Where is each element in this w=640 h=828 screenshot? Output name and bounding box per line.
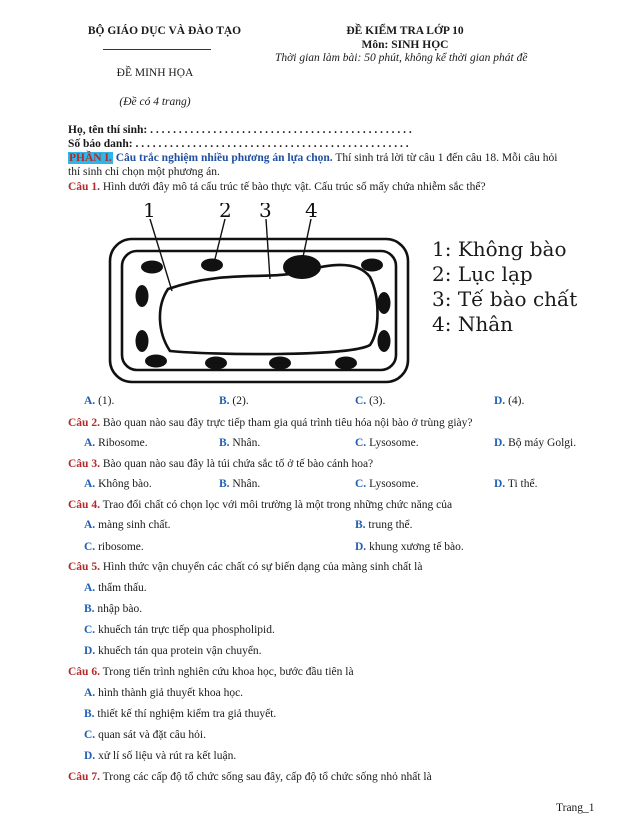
- diagram-number-3: 3: [259, 203, 272, 222]
- chloroplast: [269, 357, 291, 370]
- part1-label: PHẦN I.: [69, 152, 112, 164]
- q1-option-a[interactable]: A. (1).: [84, 395, 115, 407]
- student-id-dots: . . . . . . . . . . . . . . . . . . . . . . . . . . . . . . . . . . . . . . . . . . . . . . . .: [132, 138, 409, 150]
- student-name-label: Họ, tên thí sinh:: [68, 124, 148, 136]
- question-6: Câu 6. Trong tiến trình nghiên cứu khoa học, bước đầu tiên là: [68, 666, 354, 678]
- q3-option-d[interactable]: D. Ti thể.: [494, 478, 538, 490]
- q1-option-c[interactable]: C. (3).: [355, 395, 386, 407]
- header-divider: [103, 49, 211, 50]
- plant-cell-diagram: [100, 203, 430, 388]
- q5-option-a[interactable]: A. thẩm thấu.: [84, 582, 147, 594]
- pointer-line-3: [266, 219, 270, 279]
- part1-title: Câu trắc nghiệm nhiều phương án lựa chọn.: [112, 152, 333, 164]
- question-4: Câu 4. Trao đổi chất có chọn lọc với môi trường là một trong những chức năng của: [68, 499, 453, 511]
- q4-option-b[interactable]: B. trung thể.: [355, 519, 413, 531]
- q3-option-c[interactable]: C. Lysosome.: [355, 478, 419, 490]
- q2-option-a[interactable]: A. Ribosome.: [84, 437, 148, 449]
- student-id-line: [68, 138, 409, 150]
- vacuole: [160, 265, 378, 354]
- q2-option-d[interactable]: D. Bộ máy Golgi.: [494, 437, 577, 449]
- q6-option-b[interactable]: B. thiết kế thí nghiệm kiểm tra giả thuyết.: [84, 708, 277, 720]
- ministry-title: BỘ GIÁO DỤC VÀ ĐÀO TẠO: [87, 25, 242, 37]
- diagram-legend: [432, 237, 577, 337]
- student-name-line: [68, 124, 412, 136]
- student-id-label: Số báo danh:: [68, 138, 133, 150]
- part1-instruction: Thí sinh trả lời từ câu 1 đến câu 18. Mỗi câu hỏi: [332, 152, 558, 164]
- question-3: Câu 3. Bào quan nào sau đây là túi chứa sắc tố ở tế bào cánh hoa?: [68, 458, 374, 470]
- q1-option-b[interactable]: B. (2).: [219, 395, 249, 407]
- pages-note: (Đề có 4 trang): [119, 96, 191, 108]
- chloroplast: [335, 357, 357, 370]
- question-1-text: Hình dưới đây mô tả cấu trúc tế bào thực vật. Cấu trúc số mấy chứa nhiễm sắc thể?: [99, 181, 486, 193]
- question-1-label: Câu 1.: [68, 181, 100, 193]
- part1-instruction-2: thí sinh chỉ chọn một phương án.: [68, 166, 220, 178]
- diagram-number-4: 4: [305, 203, 318, 222]
- student-name-dots: . . . . . . . . . . . . . . . . . . . . . . . . . . . . . . . . . . . . . . . . . . . . . .: [147, 124, 412, 136]
- q1-option-d[interactable]: D. (4).: [494, 395, 525, 407]
- q2-option-c[interactable]: C. Lysosome.: [355, 437, 419, 449]
- q6-option-a[interactable]: A. hình thành giả thuyết khoa học.: [84, 687, 244, 699]
- q2-option-b[interactable]: B. Nhân.: [219, 437, 261, 449]
- question-7: Câu 7. Trong các cấp độ tổ chức sống sau đây, cấp độ tổ chức sống nhỏ nhất là: [68, 771, 432, 783]
- part1-heading: [68, 152, 558, 164]
- nucleus: [283, 255, 321, 279]
- chloroplast: [141, 261, 163, 274]
- chloroplast: [205, 357, 227, 370]
- question-5: Câu 5. Hình thức vận chuyển các chất có sự biến dạng của màng sinh chất là: [68, 561, 423, 573]
- chloroplast: [361, 259, 383, 272]
- pointer-line-1: [150, 219, 172, 291]
- chloroplast: [136, 330, 149, 352]
- chloroplast: [136, 285, 149, 307]
- q4-option-a[interactable]: A. màng sinh chất.: [84, 519, 171, 531]
- chloroplast: [145, 355, 167, 368]
- legend-nucleus: 4: Nhân: [432, 312, 514, 336]
- legend-chloroplast: 2: Lục lạp: [432, 262, 533, 286]
- pointer-line-2: [214, 219, 225, 263]
- q3-option-b[interactable]: B. Nhân.: [219, 478, 261, 490]
- subject-title: Môn: SINH HỌC: [361, 39, 449, 51]
- q6-option-d[interactable]: D. xử lí số liệu và rút ra kết luận.: [84, 750, 237, 762]
- chloroplast: [378, 330, 391, 352]
- diagram-number-2: 2: [219, 203, 232, 222]
- q4-option-c[interactable]: C. ribosome.: [84, 541, 144, 553]
- q5-option-b[interactable]: B. nhập bào.: [84, 603, 143, 615]
- chloroplast: [378, 292, 391, 314]
- chloroplast: [201, 259, 223, 272]
- diagram-number-1: 1: [143, 203, 156, 222]
- q3-option-a[interactable]: A. Không bào.: [84, 478, 152, 490]
- cell-membrane-inner: [122, 251, 396, 370]
- exam-title: ĐỀ KIỂM TRA LỚP 10: [346, 25, 464, 37]
- sample-label: ĐỀ MINH HỌA: [116, 67, 194, 79]
- time-note: Thời gian làm bài: 50 phút, không kể thời gian phát đề: [275, 52, 528, 64]
- question-2: Câu 2. Bào quan nào sau đây trực tiếp tham gia quá trình tiêu hóa nội bào ở trùng giày?: [68, 417, 473, 429]
- page-number: Trang_1: [556, 802, 595, 814]
- legend-vacuole: 1: Không bào: [432, 237, 567, 261]
- question-1: [68, 181, 486, 193]
- q5-option-d[interactable]: D. khuếch tán qua protein vận chuyển.: [84, 645, 262, 657]
- q6-option-c[interactable]: C. quan sát và đặt câu hỏi.: [84, 729, 206, 741]
- legend-cytoplasm: 3: Tế bào chất: [432, 287, 578, 311]
- q4-option-d[interactable]: D. khung xương tế bào.: [355, 541, 464, 553]
- q5-option-c[interactable]: C. khuếch tán trực tiếp qua phospholipid.: [84, 624, 275, 636]
